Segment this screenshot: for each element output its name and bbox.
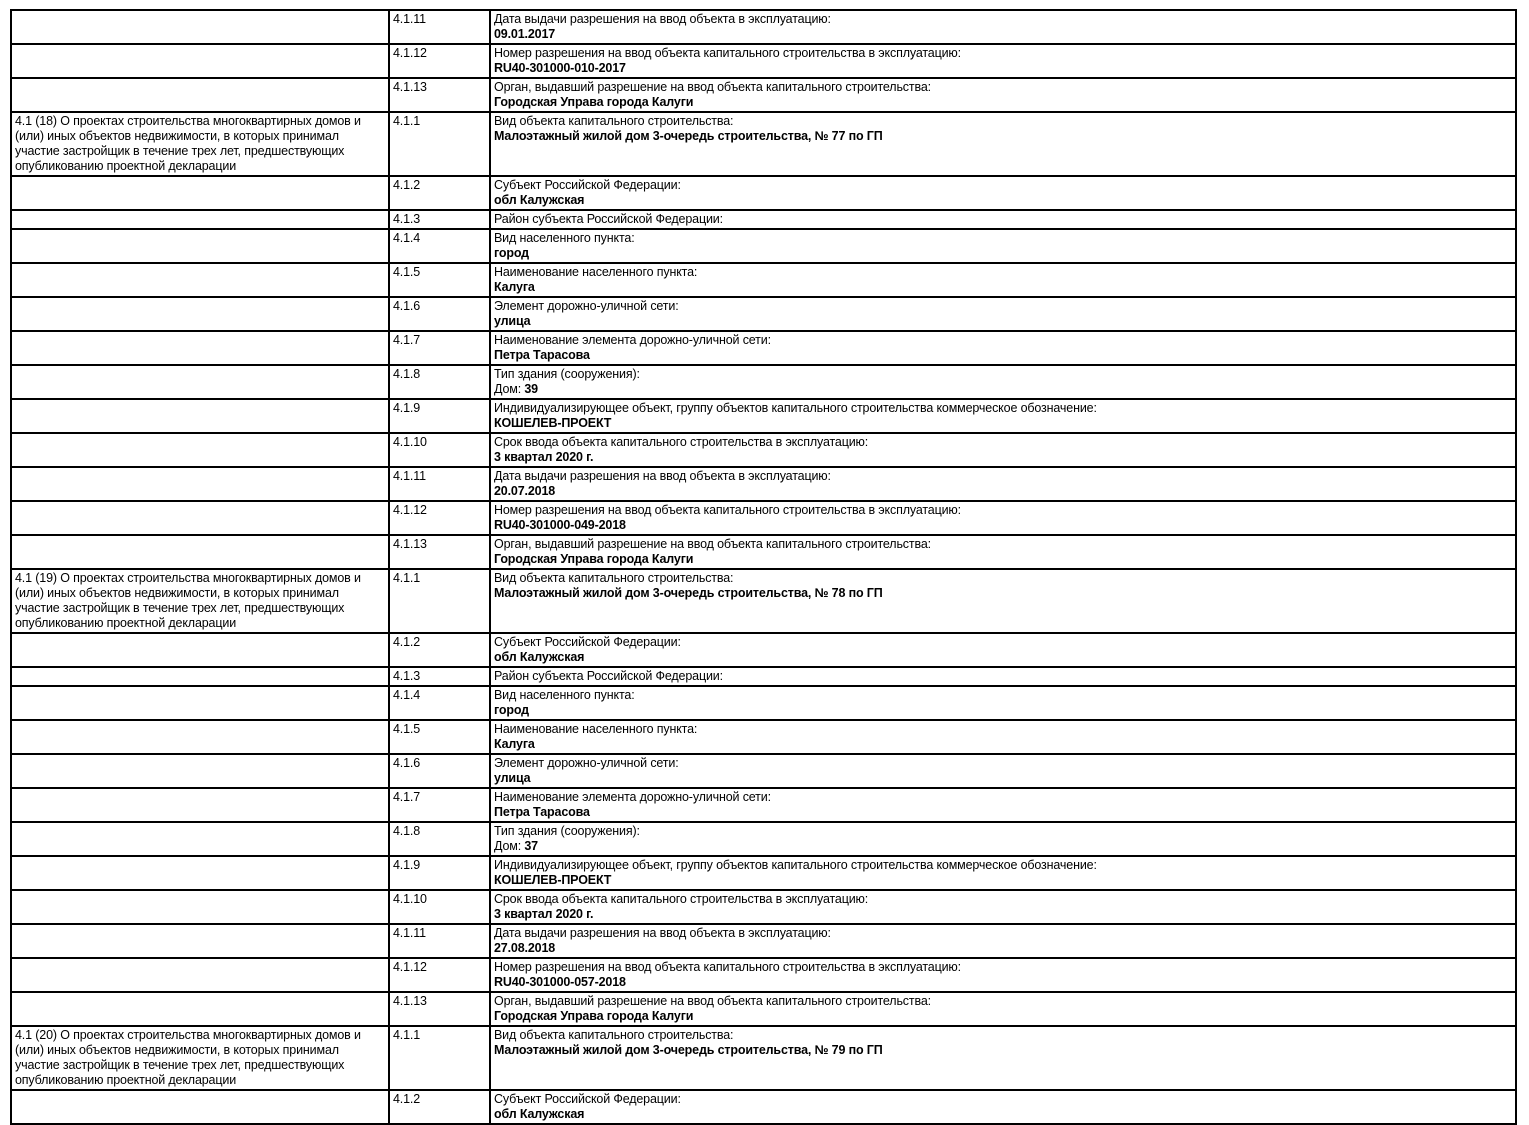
section-description-cell (11, 501, 389, 535)
table-row (11, 399, 1516, 433)
field-value: Малоэтажный жилой дом 3-очередь строительства, № 77 по ГП (494, 129, 883, 143)
row-number: 4.1.8 (389, 365, 490, 399)
section-description-cell (11, 365, 389, 399)
field-label: Индивидуализирующее объект, группу объектов капитального строительства коммерческое обозначение: (494, 401, 1097, 415)
section-description: 4.1 (20) О проектах строительства многоквартирных домов и (или) иных объектов недвижимости, в которых принимал участие застройщик в течение трех лет, предшествующих опубликованию проектной декларации (15, 1028, 361, 1087)
section-description-cell (11, 433, 389, 467)
field-value: Городская Управа города Калуги (494, 95, 694, 109)
field-value-line (494, 1043, 1512, 1058)
row-number: 4.1.13 (389, 78, 490, 112)
row-number: 4.1.12 (389, 501, 490, 535)
field-label: Наименование элемента дорожно-уличной сети: (494, 790, 771, 804)
field-value: КОШЕЛЕВ-ПРОЕКТ (494, 873, 612, 887)
field-value: 3 квартал 2020 г. (494, 907, 594, 921)
section-description-cell (11, 686, 389, 720)
field-cell (490, 433, 1516, 467)
row-number: 4.1.6 (389, 297, 490, 331)
section-description-cell (11, 667, 389, 686)
field-value: город (494, 246, 529, 260)
table-row (11, 569, 1516, 633)
section-description-cell (11, 1026, 389, 1090)
field-value: 27.08.2018 (494, 941, 556, 955)
section-description-cell (11, 263, 389, 297)
field-label: Орган, выдавший разрешение на ввод объекта капитального строительства: (494, 537, 931, 551)
section-description-cell (11, 1090, 389, 1124)
table-row (11, 176, 1516, 210)
field-label: Дата выдачи разрешения на ввод объекта в эксплуатацию: (494, 469, 831, 483)
field-value: 20.07.2018 (494, 484, 556, 498)
section-description-cell (11, 331, 389, 365)
field-label: Срок ввода объекта капитального строительства в эксплуатацию: (494, 892, 869, 906)
field-cell (490, 924, 1516, 958)
field-cell (490, 667, 1516, 686)
field-label: Вид объекта капитального строительства: (494, 114, 734, 128)
field-cell (490, 1026, 1516, 1090)
table-row (11, 958, 1516, 992)
table-row (11, 297, 1516, 331)
field-value-line (494, 975, 1512, 990)
field-value: обл Калужская (494, 193, 585, 207)
table-row (11, 263, 1516, 297)
field-value-line (494, 129, 1512, 144)
field-value-line (494, 95, 1512, 110)
field-cell (490, 176, 1516, 210)
section-description: 4.1 (18) О проектах строительства многоквартирных домов и (или) иных объектов недвижимости, в которых принимал участие застройщик в течение трех лет, предшествующих опубликованию проектной декларации (15, 114, 361, 173)
field-cell (490, 890, 1516, 924)
section-description-cell (11, 890, 389, 924)
row-number: 4.1.10 (389, 433, 490, 467)
row-number: 4.1.1 (389, 569, 490, 633)
section-description-cell (11, 210, 389, 229)
table-row (11, 433, 1516, 467)
table-row (11, 78, 1516, 112)
section-description-cell (11, 720, 389, 754)
row-number: 4.1.10 (389, 890, 490, 924)
field-cell (490, 263, 1516, 297)
row-number: 4.1.7 (389, 788, 490, 822)
field-label: Наименование элемента дорожно-уличной сети: (494, 333, 771, 347)
field-value: Малоэтажный жилой дом 3-очередь строительства, № 78 по ГП (494, 586, 883, 600)
field-label: Субъект Российской Федерации: (494, 178, 681, 192)
field-label: Субъект Российской Федерации: (494, 1092, 681, 1106)
field-value-line (494, 27, 1512, 42)
field-value-line (494, 805, 1512, 820)
field-value-line (494, 650, 1512, 665)
field-cell (490, 720, 1516, 754)
field-value: город (494, 703, 529, 717)
table-row (11, 924, 1516, 958)
row-number: 4.1.2 (389, 1090, 490, 1124)
section-description-cell (11, 788, 389, 822)
field-value: Калуга (494, 737, 535, 751)
table-row (11, 229, 1516, 263)
field-cell (490, 633, 1516, 667)
field-value: 09.01.2017 (494, 27, 556, 41)
field-cell (490, 399, 1516, 433)
field-value: обл Калужская (494, 1107, 585, 1121)
field-value: RU40-301000-057-2018 (494, 975, 626, 989)
field-cell (490, 78, 1516, 112)
section-description-cell (11, 467, 389, 501)
field-cell (490, 331, 1516, 365)
field-cell (490, 44, 1516, 78)
row-number: 4.1.6 (389, 754, 490, 788)
field-value-line (494, 703, 1512, 718)
field-label: Элемент дорожно-уличной сети: (494, 299, 679, 313)
row-number: 4.1.2 (389, 176, 490, 210)
row-number: 4.1.11 (389, 467, 490, 501)
field-label: Элемент дорожно-уличной сети: (494, 756, 679, 770)
field-value-line (494, 314, 1512, 329)
table-row (11, 501, 1516, 535)
field-value: Петра Тарасова (494, 805, 590, 819)
field-value-line (494, 1107, 1512, 1122)
row-number: 4.1.12 (389, 44, 490, 78)
table-row (11, 633, 1516, 667)
field-label: Вид объекта капитального строительства: (494, 1028, 734, 1042)
field-cell (490, 365, 1516, 399)
row-number: 4.1.5 (389, 263, 490, 297)
table-row (11, 467, 1516, 501)
section-description-cell (11, 992, 389, 1026)
section-description-cell (11, 297, 389, 331)
field-value-line (494, 839, 1512, 854)
field-label: Вид населенного пункта: (494, 688, 635, 702)
field-value-line (494, 552, 1512, 567)
field-value-line (494, 484, 1512, 499)
field-value: RU40-301000-010-2017 (494, 61, 626, 75)
table-row (11, 720, 1516, 754)
field-value-line (494, 450, 1512, 465)
row-number: 4.1.11 (389, 10, 490, 44)
section-description-cell (11, 10, 389, 44)
document-page (10, 9, 1515, 1125)
field-cell (490, 686, 1516, 720)
row-number: 4.1.1 (389, 112, 490, 176)
field-value: обл Калужская (494, 650, 585, 664)
field-cell (490, 501, 1516, 535)
row-number: 4.1.13 (389, 992, 490, 1026)
table-row (11, 992, 1516, 1026)
section-description-cell (11, 112, 389, 176)
field-label: Наименование населенного пункта: (494, 722, 698, 736)
field-label: Номер разрешения на ввод объекта капитального строительства в эксплуатацию: (494, 46, 961, 60)
field-value-line (494, 348, 1512, 363)
row-number: 4.1.4 (389, 229, 490, 263)
table-row (11, 1026, 1516, 1090)
section-description-cell (11, 44, 389, 78)
row-number: 4.1.7 (389, 331, 490, 365)
field-value: Городская Управа города Калуги (494, 552, 694, 566)
table-row (11, 210, 1516, 229)
field-value-line (494, 193, 1512, 208)
section-description-cell (11, 822, 389, 856)
declaration-table (10, 9, 1517, 1125)
row-number: 4.1.4 (389, 686, 490, 720)
table-row (11, 686, 1516, 720)
field-value: RU40-301000-049-2018 (494, 518, 626, 532)
table-row (11, 10, 1516, 44)
field-label: Срок ввода объекта капитального строительства в эксплуатацию: (494, 435, 869, 449)
field-label: Номер разрешения на ввод объекта капитального строительства в эксплуатацию: (494, 503, 961, 517)
field-value-line (494, 737, 1512, 752)
field-label: Номер разрешения на ввод объекта капитального строительства в эксплуатацию: (494, 960, 961, 974)
field-cell (490, 535, 1516, 569)
row-number: 4.1.12 (389, 958, 490, 992)
table-row (11, 890, 1516, 924)
field-label: Дата выдачи разрешения на ввод объекта в эксплуатацию: (494, 12, 831, 26)
field-value-line (494, 416, 1512, 431)
field-cell (490, 822, 1516, 856)
field-cell (490, 467, 1516, 501)
field-label: Вид объекта капитального строительства: (494, 571, 734, 585)
section-description-cell (11, 229, 389, 263)
section-description-cell (11, 535, 389, 569)
table-row (11, 856, 1516, 890)
field-cell (490, 1090, 1516, 1124)
row-number: 4.1.9 (389, 399, 490, 433)
field-value-line (494, 280, 1512, 295)
field-label: Вид населенного пункта: (494, 231, 635, 245)
row-number: 4.1.8 (389, 822, 490, 856)
field-value: КОШЕЛЕВ-ПРОЕКТ (494, 416, 612, 430)
field-value: 39 (524, 382, 538, 396)
section-description: 4.1 (19) О проектах строительства многоквартирных домов и (или) иных объектов недвижимости, в которых принимал участие застройщик в течение трех лет, предшествующих опубликованию проектной декларации (15, 571, 361, 630)
section-description-cell (11, 569, 389, 633)
field-value: Малоэтажный жилой дом 3-очередь строительства, № 79 по ГП (494, 1043, 883, 1057)
row-number: 4.1.1 (389, 1026, 490, 1090)
field-value-line (494, 873, 1512, 888)
field-value-line (494, 382, 1512, 397)
field-value-line (494, 941, 1512, 956)
field-label: Индивидуализирующее объект, группу объектов капитального строительства коммерческое обозначение: (494, 858, 1097, 872)
row-number: 4.1.13 (389, 535, 490, 569)
section-description-cell (11, 176, 389, 210)
section-description-cell (11, 754, 389, 788)
table-row (11, 1090, 1516, 1124)
table-row (11, 822, 1516, 856)
field-cell (490, 229, 1516, 263)
field-cell (490, 569, 1516, 633)
field-cell (490, 10, 1516, 44)
field-value-line (494, 1009, 1512, 1024)
field-value: Городская Управа города Калуги (494, 1009, 694, 1023)
field-cell (490, 297, 1516, 331)
field-label: Район субъекта Российской Федерации: (494, 669, 723, 683)
row-number: 4.1.5 (389, 720, 490, 754)
field-label: Дата выдачи разрешения на ввод объекта в эксплуатацию: (494, 926, 831, 940)
section-description-cell (11, 924, 389, 958)
table-row (11, 754, 1516, 788)
field-value: Петра Тарасова (494, 348, 590, 362)
field-value: улица (494, 314, 531, 328)
field-value-line (494, 907, 1512, 922)
field-value-line (494, 771, 1512, 786)
field-label: Орган, выдавший разрешение на ввод объекта капитального строительства: (494, 80, 931, 94)
field-value-line (494, 61, 1512, 76)
field-cell (490, 788, 1516, 822)
field-value-line (494, 586, 1512, 601)
field-value: улица (494, 771, 531, 785)
field-value-prefix: Дом: (494, 382, 525, 396)
field-cell (490, 992, 1516, 1026)
table-row (11, 788, 1516, 822)
field-value-line (494, 518, 1512, 533)
table-row (11, 667, 1516, 686)
table-row (11, 365, 1516, 399)
row-number: 4.1.9 (389, 856, 490, 890)
section-description-cell (11, 78, 389, 112)
field-label: Тип здания (сооружения): (494, 367, 640, 381)
table-row (11, 331, 1516, 365)
section-description-cell (11, 856, 389, 890)
section-description-cell (11, 399, 389, 433)
field-value: 37 (524, 839, 538, 853)
field-value-line (494, 246, 1512, 261)
field-value: Калуга (494, 280, 535, 294)
field-cell (490, 210, 1516, 229)
field-label: Наименование населенного пункта: (494, 265, 698, 279)
field-label: Субъект Российской Федерации: (494, 635, 681, 649)
row-number: 4.1.2 (389, 633, 490, 667)
field-label: Тип здания (сооружения): (494, 824, 640, 838)
field-value-prefix: Дом: (494, 839, 525, 853)
field-label: Орган, выдавший разрешение на ввод объекта капитального строительства: (494, 994, 931, 1008)
field-cell (490, 754, 1516, 788)
declaration-table-body (11, 10, 1516, 1124)
table-row (11, 44, 1516, 78)
row-number: 4.1.3 (389, 667, 490, 686)
row-number: 4.1.11 (389, 924, 490, 958)
field-label: Район субъекта Российской Федерации: (494, 212, 723, 226)
field-value: 3 квартал 2020 г. (494, 450, 594, 464)
table-row (11, 535, 1516, 569)
table-row (11, 112, 1516, 176)
section-description-cell (11, 633, 389, 667)
field-cell (490, 112, 1516, 176)
section-description-cell (11, 958, 389, 992)
row-number: 4.1.3 (389, 210, 490, 229)
field-cell (490, 856, 1516, 890)
field-cell (490, 958, 1516, 992)
